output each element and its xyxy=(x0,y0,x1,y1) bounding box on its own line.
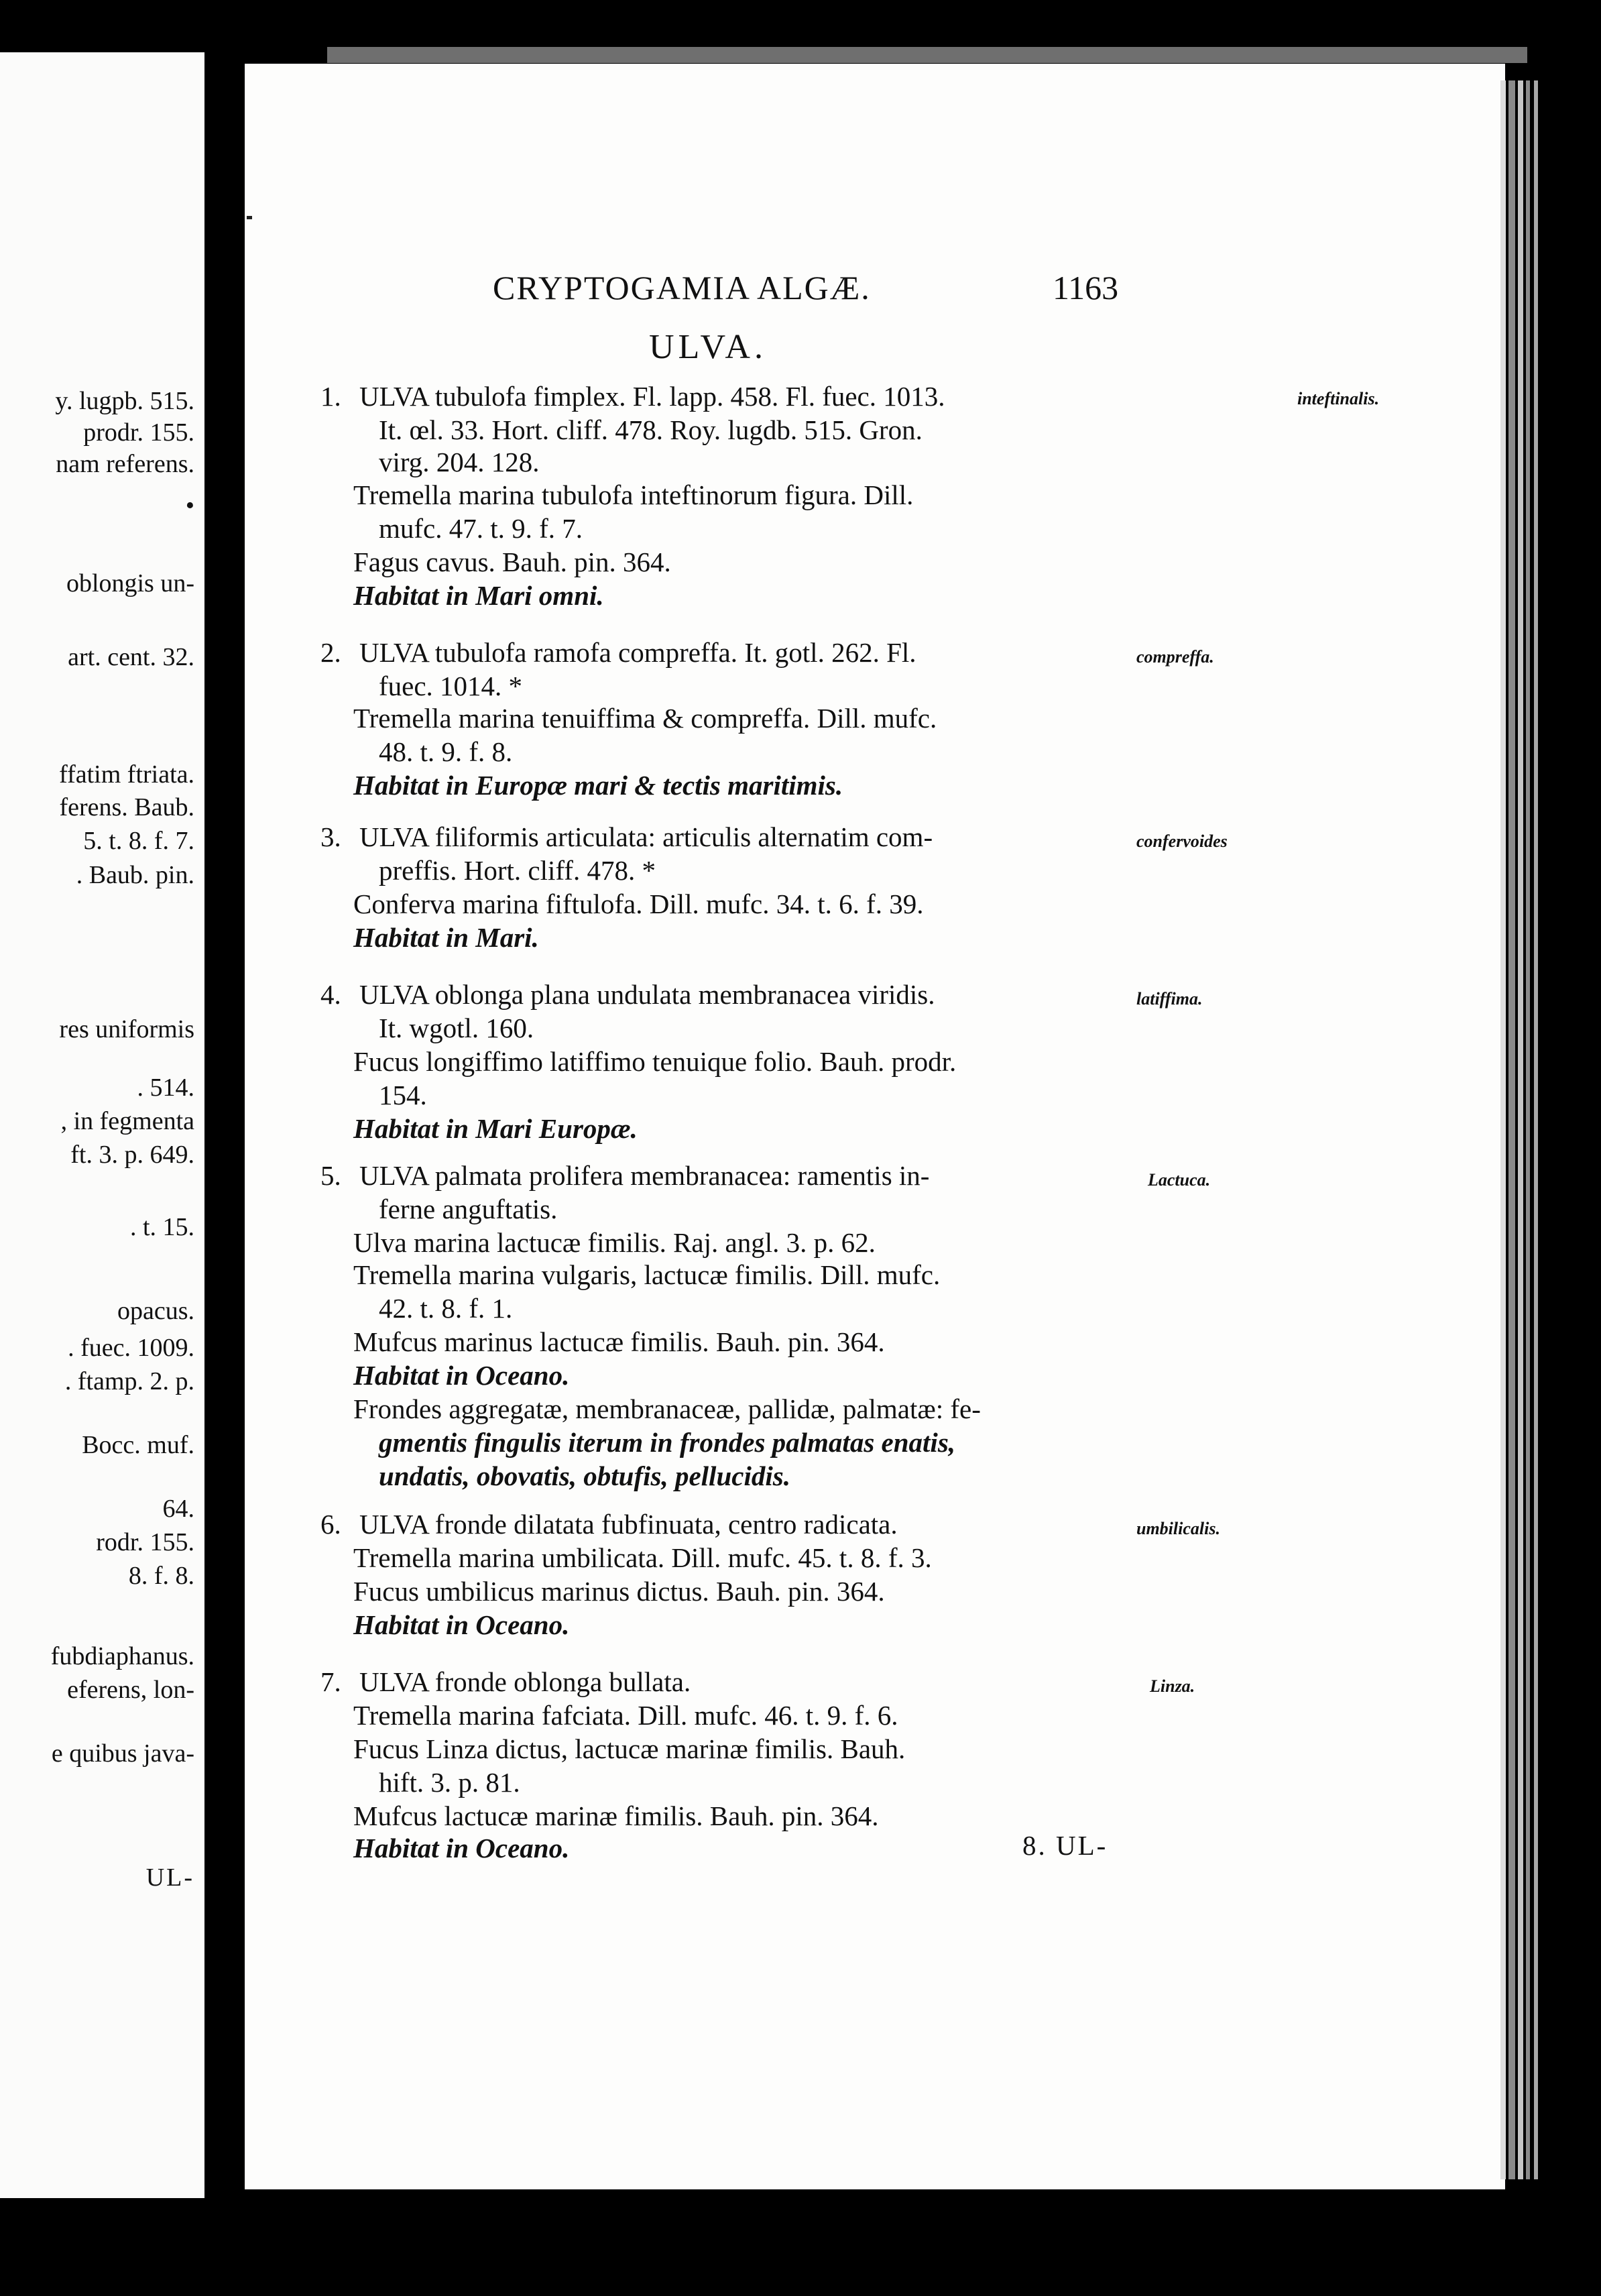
entry-number: 1. xyxy=(320,381,341,412)
page-edge-strip xyxy=(1518,80,1523,2179)
trivial-name: confervoides xyxy=(1136,831,1228,851)
trivial-name: latiffima. xyxy=(1136,989,1203,1009)
book-gutter xyxy=(204,0,245,2296)
left-fragment: opacus. xyxy=(117,1297,194,1325)
entry-line: ferne anguftatis. xyxy=(379,1194,558,1224)
left-fragment: Bocc. muf. xyxy=(82,1431,194,1459)
entry-line: Fucus umbilicus marinus dictus. Bauh. pin. 364. xyxy=(353,1576,885,1607)
entry-line: 42. t. 8. f. 1. xyxy=(379,1293,513,1324)
left-fragment: 64. xyxy=(162,1495,194,1523)
left-fragment: . 514. xyxy=(137,1074,194,1102)
entry-line: Tremella marina tenuiffima & compreffa. Dill. mufc. xyxy=(353,703,937,734)
habitat-line: Habitat in Mari omni. xyxy=(353,580,604,611)
entry-line: Ulva marina lactucæ fimilis. Raj. angl. 3. p. 62. xyxy=(353,1227,876,1258)
entry-line: 154. xyxy=(379,1080,427,1110)
habitat-line: Habitat in Mari. xyxy=(353,922,539,953)
left-fragment: ffatim ftriata. xyxy=(59,760,194,789)
left-fragment: ferens. Baub. xyxy=(59,793,194,821)
entry-number: 5. xyxy=(320,1160,341,1191)
left-page xyxy=(0,52,204,2198)
margin-mark xyxy=(247,216,252,219)
entry-line: Fucus longiffimo latiffimo tenuique folio. Bauh. prodr. xyxy=(353,1046,957,1077)
entry-line: 4. ULVA oblonga plana undulata membranacea viridis. xyxy=(320,979,935,1010)
page-edge-strip xyxy=(1534,80,1538,2179)
page-edge-strip xyxy=(1508,80,1515,2179)
left-fragment: res uniformis xyxy=(59,1015,194,1043)
left-fragment: . t. 15. xyxy=(129,1213,194,1241)
entry-line: mufc. 47. t. 9. f. 7. xyxy=(379,513,583,544)
left-fragment: • xyxy=(185,492,194,520)
left-fragment: eferens, lon- xyxy=(67,1676,194,1704)
trivial-name: inteftinalis. xyxy=(1297,389,1380,408)
page-edge-strip xyxy=(1500,80,1506,2179)
entry-line: Tremella marina tubulofa inteftinorum figura. Dill. xyxy=(353,479,914,510)
entry-line: undatis, obovatis, obtufis, pellucidis. xyxy=(379,1460,790,1491)
entry-line: Fagus cavus. Bauh. pin. 364. xyxy=(353,547,671,577)
entry-line: virg. 204. 128. xyxy=(379,447,540,477)
trivial-name: Lactuca. xyxy=(1148,1170,1211,1190)
left-fragment: ft. 3. p. 649. xyxy=(70,1141,194,1169)
habitat-line: Habitat in Oceano. xyxy=(353,1360,570,1391)
trivial-name: Linza. xyxy=(1150,1676,1195,1696)
section-title: ULVA. xyxy=(649,328,767,366)
entry-line: 1. ULVA tubulofa fimplex. Fl. lapp. 458. Fl. fuec. 1013. xyxy=(320,381,945,412)
habitat-line: Habitat in Europæ mari & tectis maritimis. xyxy=(353,770,843,801)
entry-line: 5. ULVA palmata prolifera membranacea: ramentis in- xyxy=(320,1160,930,1191)
left-fragment: , in fegmenta xyxy=(60,1107,194,1135)
left-fragment: . ftamp. 2. p. xyxy=(64,1367,194,1395)
page-edge-strip xyxy=(1526,80,1530,2179)
running-head: CRYPTOGAMIA ALGÆ. xyxy=(493,269,871,306)
entry-number: 6. xyxy=(320,1509,341,1540)
entry-line: Tremella marina fafciata. Dill. mufc. 46. t. 9. f. 6. xyxy=(353,1700,898,1731)
entry-line: 6. ULVA fronde dilatata fubfinuata, centro radicata. xyxy=(320,1509,898,1540)
left-fragment: 5. t. 8. f. 7. xyxy=(83,827,194,855)
entry-line: Fucus Linza dictus, lactucæ marinæ fimilis. Bauh. xyxy=(353,1733,906,1764)
entry-number: 3. xyxy=(320,821,341,852)
entry-line: It. wgotl. 160. xyxy=(379,1013,534,1043)
left-fragment: fubdiaphanus. xyxy=(50,1642,194,1670)
left-fragment: art. cent. 32. xyxy=(68,643,194,671)
entry-number: 2. xyxy=(320,637,341,668)
entry-line: gmentis fingulis iterum in frondes palmatas enatis, xyxy=(379,1427,956,1458)
left-fragment: rodr. 155. xyxy=(96,1528,194,1556)
entry-line: preffis. Hort. cliff. 478. * xyxy=(379,855,656,886)
left-fragment: nam referens. xyxy=(56,450,194,478)
entry-number: 4. xyxy=(320,979,341,1010)
left-fragment: e quibus java- xyxy=(51,1739,194,1768)
habitat-line: Habitat in Mari Europæ. xyxy=(353,1113,638,1144)
trivial-name: umbilicalis. xyxy=(1136,1519,1220,1538)
catchword: 8. UL- xyxy=(1022,1830,1108,1861)
entry-number: 7. xyxy=(320,1666,341,1697)
habitat-line: Habitat in Oceano. xyxy=(353,1609,570,1640)
entry-line: 7. ULVA fronde oblonga bullata. xyxy=(320,1666,691,1697)
left-fragment: . fuec. 1009. xyxy=(68,1334,194,1362)
left-catchword: UL- xyxy=(145,1863,194,1892)
entry-line: 48. t. 9. f. 8. xyxy=(379,736,513,767)
left-fragment: y. lugpb. 515. xyxy=(55,387,194,415)
habitat-line: Habitat in Oceano. xyxy=(353,1833,570,1863)
entry-line: 3. ULVA filiformis articulata: articulis alternatim com- xyxy=(320,821,933,852)
entry-line: Conferva marina fiftulofa. Dill. mufc. 34. t. 6. f. 39. xyxy=(353,888,924,919)
entry-line: Frondes aggregatæ, membranaceæ, pallidæ, palmatæ: fe- xyxy=(353,1393,981,1424)
entry-line: Mufcus lactucæ marinæ fimilis. Bauh. pin. 364. xyxy=(353,1800,879,1831)
entry-line: hift. 3. p. 81. xyxy=(379,1767,520,1798)
left-fragment: oblongis un- xyxy=(66,569,194,597)
left-fragment: . Baub. pin. xyxy=(76,861,194,889)
entry-line: fuec. 1014. * xyxy=(379,671,523,701)
entry-line: Tremella marina umbilicata. Dill. mufc. 45. t. 8. f. 3. xyxy=(353,1542,932,1573)
left-fragment: 8. f. 8. xyxy=(128,1562,194,1590)
entry-line: It. œl. 33. Hort. cliff. 478. Roy. lugdb. 515. Gron. xyxy=(379,414,923,445)
entry-line: Tremella marina vulgaris, lactucæ fimilis. Dill. mufc. xyxy=(353,1259,941,1290)
entry-line: 2. ULVA tubulofa ramofa compreffa. It. gotl. 262. Fl. xyxy=(320,637,916,668)
page-edge-top xyxy=(327,47,1527,63)
trivial-name: compreffa. xyxy=(1136,647,1214,667)
entry-line: Mufcus marinus lactucæ fimilis. Bauh. pin. 364. xyxy=(353,1326,885,1357)
page-number: 1163 xyxy=(1053,269,1119,306)
left-fragment: prodr. 155. xyxy=(83,418,194,447)
